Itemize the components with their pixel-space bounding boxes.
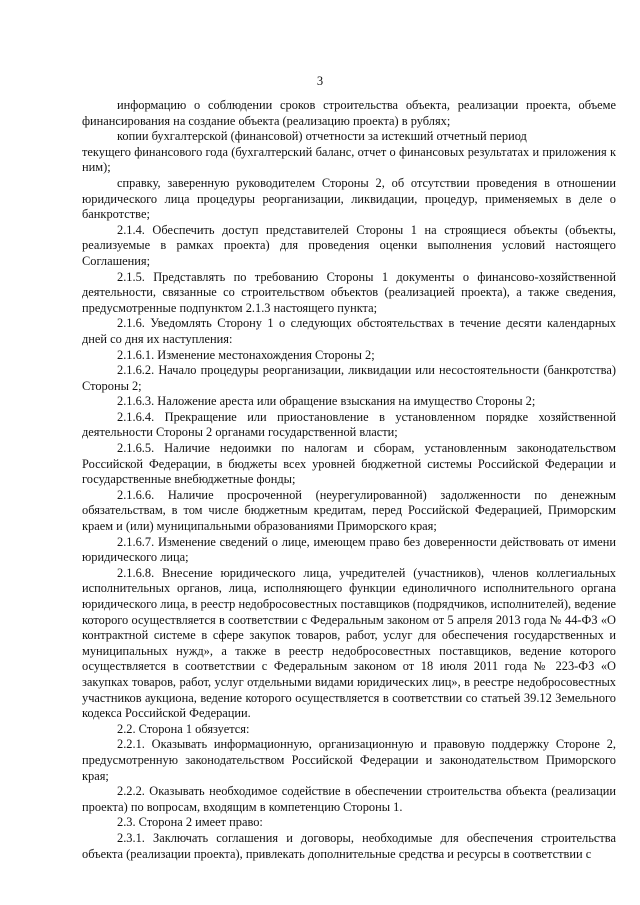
paragraph-2-3: 2.3. Сторона 2 имеет право:	[117, 815, 263, 830]
paragraph-2-1-6-5: 2.1.6.5. Наличие недоимки по налогам и сборам, установленным законодательством Российской Федерации, в бюджеты всех уровней бюджетной системы Российской Федерации и государственные внебюджетные фонды;	[82, 441, 616, 487]
paragraph-2-3-1: 2.3.1. Заключать соглашения и договоры, необходимые для обеспечения строительства объекта (реализации проекта), привлекать дополнительные средства и ресурсы в соответствии с	[82, 830, 616, 861]
paragraph-2-2-2: 2.2.2. Оказывать необходимое содействие в обеспечении строительства объекта (реализации проекта) по вопросам, входящим в компетенцию Стороны 1.	[82, 784, 616, 814]
paragraph-2-2: 2.2. Сторона 1 обязуется:	[117, 721, 250, 736]
paragraph-2-1-6-2: 2.1.6.2. Начало процедуры реорганизации, ликвидации или несостоятельности (банкротства) Стороны 2;	[82, 363, 616, 393]
paragraph-2-1-6-6: 2.1.6.6. Наличие просроченной (неурегулированной) задолженности по денежным обязательствам, в том числе бюджетным кредитам, перед Российской Федерацией, Приморским краем и (или) муниципальными образованиями Приморского края;	[82, 487, 616, 534]
paragraph-2-2-1: 2.2.1. Оказывать информационную, организационную и правовую поддержку Стороне 2, предусмотренную законодательством Российской Федерации и законодательством Приморского края;	[82, 737, 616, 783]
paragraph-reporting-info: информацию о соблюдении сроков строительства объекта, реализации проекта, объеме финансирования на создание объекта (реализацию проекта) в рублях;	[82, 98, 616, 128]
page-number: 3	[316, 74, 324, 88]
paragraph-2-1-6-3: 2.1.6.3. Наложение ареста или обращение взыскания на имущество Стороны 2;	[117, 394, 536, 409]
paragraph-certificate: справку, заверенную руководителем Стороны 2, об отсутствии проведения в отношении юридического лица процедуры реорганизации, ликвидации, процедур, применяемых в деле о банкротстве;	[82, 175, 616, 222]
paragraph-2-1-6-8: 2.1.6.8. Внесение юридического лица, учредителей (участников), членов коллегиальных исполнительных органов, лица, исполняющего функции единоличного исполнительного органа юридического лица, в реестр недобросовестных поставщиков (подрядчиков, исполнителей), ведение которого осуществляется в соответствии с Федеральным законом от 5 апреля 2013 года № 44-ФЗ «О контрактной системе в сфере закупок товаров, работ, услуг для обеспечения государственных и муниципальных нужд», а также в реестр недобросовестных поставщиков, ведение которого осуществляется в соответствии с Федеральным законом от 18 июля 2011 года № 223-ФЗ «О закупках товаров, работ, услуг отдельными видами юридических лиц», в реестре недобросовестных участников аукциона, ведение которого осуществляется в соответствии со статьей 39.12 Земельного кодекса Российской Федерации.	[82, 565, 616, 721]
document-body	[82, 98, 616, 862]
paragraph-financial-year: текущего финансового года (бухгалтерский баланс, отчет о финансовых результатах и приложения к ним);	[82, 144, 616, 175]
paragraph-2-1-6-1: 2.1.6.1. Изменение местонахождения Стороны 2;	[117, 347, 375, 362]
paragraph-2-1-6: 2.1.6. Уведомлять Сторону 1 о следующих обстоятельствах в течение десяти календарных дней со дня их наступления:	[82, 316, 616, 346]
paragraph-accounting-copies: копии бухгалтерской (финансовой) отчетности за истекший отчетный период	[117, 129, 527, 144]
paragraph-2-1-6-4: 2.1.6.4. Прекращение или приостановление в установленном порядке хозяйственной деятельности Стороны 2 органами государственной власти;	[82, 409, 616, 440]
paragraph-2-1-5: 2.1.5. Представлять по требованию Стороны 1 документы о финансово-хозяйственной деятельности, связанные со строительством объектов (реализацией проекта), а также сведения, предусмотренные подпунктом 2.1.3 настоящего пункта;	[82, 269, 616, 315]
paragraph-2-1-6-7: 2.1.6.7. Изменение сведений о лице, имеющем право без доверенности действовать от имени юридического лица;	[82, 534, 616, 565]
paragraph-2-1-4: 2.1.4. Обеспечить доступ представителей Стороны 1 на строящиеся объекты (объекты, реализуемые в рамках проекта) для проведения оценки выполнения условий настоящего Соглашения;	[82, 222, 616, 268]
